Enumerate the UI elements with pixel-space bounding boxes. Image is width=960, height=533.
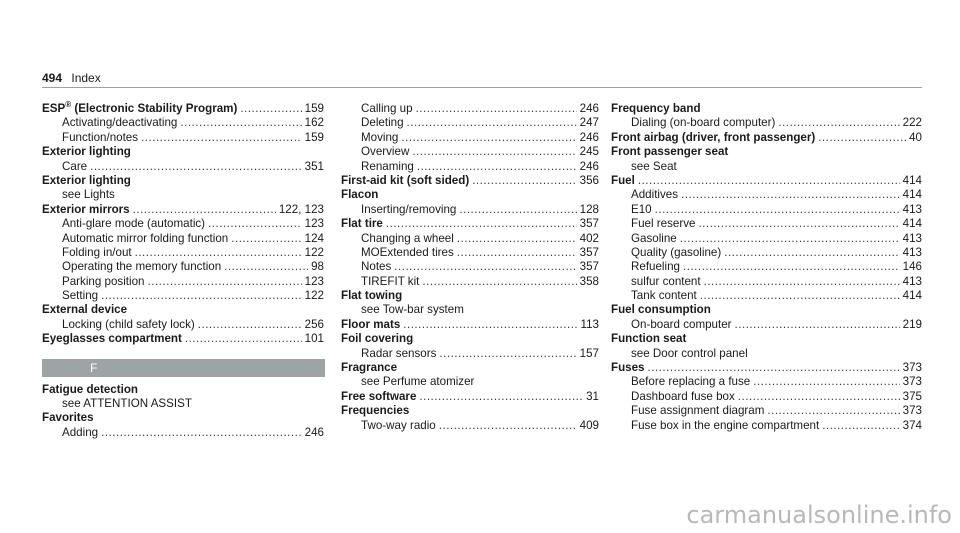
index-entry-line — [42, 102, 324, 116]
index-column-1 — [42, 102, 324, 440]
entry-heading: Fuses — [611, 361, 645, 375]
leader-dots — [135, 246, 302, 260]
subentry-text: Fuse box in the engine compartment — [631, 418, 820, 432]
index-entry — [611, 303, 922, 332]
index-entry — [611, 131, 922, 145]
index-entry-line — [341, 361, 599, 375]
index-entry-line — [611, 303, 922, 317]
index-entry — [341, 318, 599, 332]
page-reference[interactable]: 40 — [909, 130, 922, 144]
index-subentry — [611, 404, 922, 418]
index-entry-line — [42, 303, 324, 317]
subentry-text: Additives — [631, 188, 679, 202]
page-reference[interactable]: 162 — [304, 116, 324, 130]
subentry-text: Tank content — [631, 289, 697, 303]
leader-dots — [698, 217, 899, 231]
index-entry — [42, 303, 324, 332]
subentry-text: Activating/deactivating — [62, 116, 178, 130]
entry-heading: Foil covering — [341, 332, 414, 346]
index-subentry — [611, 160, 922, 174]
entry-heading: Floor mats — [341, 317, 401, 331]
index-subentry — [341, 347, 599, 361]
subentry-text: Moving — [361, 130, 399, 144]
subentry-text: Care — [62, 159, 88, 173]
leader-dots — [417, 160, 577, 174]
page-reference[interactable]: 413 — [902, 231, 922, 245]
index-subentry — [42, 397, 324, 411]
index-entry — [611, 145, 922, 174]
index-subentry — [42, 188, 324, 202]
index-subentry — [42, 160, 324, 174]
page-reference[interactable]: 402 — [579, 231, 599, 245]
index-subentry — [42, 318, 324, 332]
page-reference[interactable]: 122 — [304, 245, 324, 259]
leader-dots — [185, 332, 302, 346]
leader-dots — [457, 246, 577, 260]
leader-dots — [655, 203, 900, 217]
index-subentry — [611, 390, 922, 404]
index-subentry — [341, 303, 599, 317]
subentry-text: Operating the memory function — [62, 260, 222, 274]
letter-section-bar: F — [42, 359, 325, 377]
leader-dots — [778, 116, 899, 130]
page-reference[interactable]: 357 — [579, 245, 599, 259]
index-subentry — [42, 116, 324, 130]
index-subentry — [341, 131, 599, 145]
entry-heading: Frequency band — [611, 102, 701, 115]
page-reference[interactable]: 414 — [902, 173, 922, 187]
subentry-text: Refueling — [631, 260, 680, 274]
index-entry — [341, 332, 599, 361]
subentry-text: Parking position — [62, 274, 145, 288]
page-reference[interactable]: 414 — [902, 217, 922, 231]
subentry-text: Anti-glare mode (automatic) — [62, 217, 206, 231]
page-reference[interactable]: 122 — [304, 289, 324, 303]
entry-heading: Function seat — [611, 332, 687, 346]
header-rule — [42, 87, 922, 88]
index-subentry — [42, 246, 324, 260]
page-reference[interactable]: 157 — [579, 346, 599, 360]
index-entry — [42, 332, 324, 346]
leader-dots — [180, 116, 301, 130]
page-reference[interactable]: 413 — [902, 202, 922, 216]
index-subentry — [611, 275, 922, 289]
subentry-text: Dialing (on-board computer) — [631, 116, 776, 130]
page-reference[interactable]: 128 — [579, 202, 599, 216]
index-subentry — [341, 232, 599, 246]
page-reference[interactable]: 414 — [902, 188, 922, 202]
index-entry — [42, 102, 324, 145]
index-entry — [42, 383, 324, 412]
leader-dots — [208, 217, 302, 231]
subentry-text: Inserting/removing — [361, 202, 457, 216]
index-entry-line — [341, 318, 599, 332]
index-column-3 — [611, 102, 922, 433]
subentry-text: Deleting — [361, 116, 404, 130]
index-entry — [42, 411, 324, 440]
leader-dots — [700, 289, 900, 303]
index-subentry — [611, 203, 922, 217]
leader-dots — [822, 419, 899, 433]
index-entry — [341, 102, 599, 174]
subentry-text: Adding — [62, 425, 99, 439]
entry-heading: Frequencies — [341, 404, 410, 418]
index-subentry — [42, 217, 324, 231]
index-entry-line — [611, 131, 922, 145]
index-entry — [341, 361, 599, 390]
registered-mark: ® — [65, 100, 72, 110]
leader-dots — [394, 260, 576, 274]
index-subentry — [341, 160, 599, 174]
index-entry-line — [341, 390, 599, 404]
subentry-text: Quality (gasoline) — [631, 245, 722, 259]
leader-dots — [818, 131, 906, 145]
leader-dots — [133, 203, 276, 217]
leader-dots — [472, 174, 576, 188]
entry-heading: Fatigue detection — [42, 382, 138, 396]
page-reference[interactable]: 146 — [902, 260, 922, 274]
index-entry-line — [42, 332, 324, 346]
watermark: carmanualsonline.info — [686, 501, 952, 529]
page-reference[interactable]: 357 — [579, 260, 599, 274]
index-entry — [611, 332, 922, 361]
entry-heading: Fuel — [611, 173, 635, 187]
index-entry-line — [42, 411, 324, 425]
index-entry — [341, 289, 599, 318]
index-subentry — [611, 188, 922, 202]
page-reference[interactable]: 413 — [902, 274, 922, 288]
index-entry — [611, 174, 922, 304]
page-reference[interactable]: 373 — [902, 404, 922, 418]
index-entry — [42, 203, 324, 304]
page-reference[interactable]: 246 — [579, 102, 599, 115]
subentry-text: sulfur content — [631, 274, 701, 288]
subentry-text: see Door control panel — [631, 346, 748, 360]
index-subentry — [611, 232, 922, 246]
leader-dots — [439, 419, 577, 433]
index-entry — [611, 102, 922, 131]
subentry-text: Two-way radio — [361, 418, 436, 432]
leader-dots — [648, 361, 900, 375]
subentry-text: Overview — [361, 145, 410, 159]
leader-dots — [724, 246, 899, 260]
entry-heading: Favorites — [42, 411, 94, 425]
page-reference[interactable]: 122, 123 — [278, 202, 324, 216]
leader-dots — [412, 145, 576, 159]
leader-dots — [735, 318, 900, 332]
index-entry — [341, 390, 599, 404]
page-reference[interactable]: 351 — [304, 159, 324, 173]
subentry-text: Radar sensors — [361, 346, 437, 360]
entry-heading: Flat tire — [341, 217, 383, 231]
index-subentry — [42, 275, 324, 289]
subentry-text: E10 — [631, 202, 652, 216]
index-subentry — [611, 246, 922, 260]
subentry-text: Folding in/out — [62, 245, 132, 259]
subentry-text: MOExtended tires — [361, 245, 454, 259]
leader-dots — [422, 275, 576, 289]
subentry-text: see Lights — [62, 188, 115, 202]
entry-heading: Exterior mirrors — [42, 202, 130, 216]
index-entry — [341, 188, 599, 217]
index-subentry — [42, 260, 324, 274]
leader-dots — [681, 188, 900, 202]
entry-heading: First-aid kit (soft sided) — [341, 173, 470, 187]
index-entry-line — [42, 145, 324, 159]
index-entry-line — [42, 174, 324, 188]
leader-dots — [753, 375, 899, 389]
index-subentry — [611, 318, 922, 332]
subentry-text: Changing a wheel — [361, 231, 454, 245]
page-reference[interactable]: 98 — [311, 260, 324, 274]
subentry-text: Calling up — [361, 102, 413, 115]
index-entry-line — [611, 174, 922, 188]
page-reference[interactable]: 219 — [902, 317, 922, 331]
subentry-text: Fuse assignment diagram — [631, 404, 765, 418]
entry-heading: Fuel consumption — [611, 303, 711, 317]
entry-heading: Exterior lighting — [42, 145, 131, 159]
entry-heading: Front airbag (driver, front passenger) — [611, 130, 816, 144]
leader-dots — [767, 404, 899, 418]
entry-heading: Free software — [341, 389, 417, 403]
subentry-text: see Perfume atomizer — [361, 375, 475, 389]
index-entry-line — [42, 203, 324, 217]
index-subentry — [341, 145, 599, 159]
index-entry-line — [341, 404, 599, 418]
index-subentry — [611, 217, 922, 231]
leader-dots — [224, 260, 308, 274]
subentry-text: Locking (child safety lock) — [62, 317, 195, 331]
index-entry-line — [341, 289, 599, 303]
leader-dots — [90, 160, 302, 174]
leader-dots — [459, 203, 576, 217]
index-entry-line — [341, 332, 599, 346]
subentry-text: see Tow-bar system — [361, 303, 464, 317]
index-subentry — [611, 260, 922, 274]
page-reference[interactable]: 245 — [579, 145, 599, 159]
page-reference[interactable]: 373 — [902, 361, 922, 375]
index-subentry — [341, 375, 599, 389]
entry-heading: ESP® (Electronic Stability Program) — [42, 100, 238, 115]
entry-heading: Eyeglasses compartment — [42, 332, 182, 346]
index-subentry — [341, 275, 599, 289]
page-reference[interactable]: 246 — [579, 159, 599, 173]
index-subentry — [611, 289, 922, 303]
index-entry-line — [341, 174, 599, 188]
leader-dots — [386, 217, 577, 231]
index-entry — [42, 145, 324, 174]
leader-dots — [148, 275, 302, 289]
entry-heading: Front passenger seat — [611, 145, 729, 159]
leader-dots — [101, 426, 302, 440]
subentry-text: Dashboard fuse box — [631, 389, 735, 403]
index-column-2 — [341, 102, 599, 433]
subentry-text: Setting — [62, 289, 99, 303]
index-entry-line — [611, 332, 922, 346]
subentry-text: Automatic mirror folding function — [62, 231, 229, 245]
subentry-text: see ATTENTION ASSIST — [62, 397, 192, 411]
page-reference[interactable]: 246 — [579, 130, 599, 144]
index-subentry — [341, 419, 599, 433]
entry-heading: Flacon — [341, 188, 379, 202]
page-reference[interactable]: 159 — [304, 102, 324, 115]
index-entry — [611, 361, 922, 433]
index-subentry — [611, 419, 922, 433]
page-reference[interactable]: 247 — [579, 116, 599, 130]
leader-dots — [638, 174, 900, 188]
page-reference[interactable]: 31 — [586, 389, 599, 403]
index-entry — [341, 174, 599, 188]
index-subentry — [611, 347, 922, 361]
page-reference[interactable]: 413 — [902, 245, 922, 259]
page-reference[interactable]: 159 — [304, 130, 324, 144]
subentry-text: see Seat — [631, 159, 677, 173]
page-reference[interactable]: 123 — [304, 217, 324, 231]
index-subentry — [42, 289, 324, 303]
index-subentry — [341, 116, 599, 130]
page-reference[interactable]: 124 — [304, 231, 324, 245]
index-subentry — [611, 375, 922, 389]
page-reference[interactable]: 374 — [902, 418, 922, 432]
leader-dots — [680, 232, 900, 246]
index-subentry — [341, 203, 599, 217]
page-reference[interactable]: 356 — [579, 173, 599, 187]
leader-dots — [401, 131, 576, 145]
subentry-text: Renaming — [361, 159, 414, 173]
page-reference[interactable]: 256 — [304, 317, 324, 331]
leader-dots — [141, 131, 302, 145]
leader-dots — [240, 102, 301, 116]
index-subentry — [341, 260, 599, 274]
leader-dots — [407, 116, 577, 130]
index-subentry — [341, 246, 599, 260]
index-subentry — [611, 116, 922, 130]
leader-dots — [101, 289, 302, 303]
subentry-text: Notes — [361, 260, 392, 274]
page-reference[interactable]: 414 — [902, 289, 922, 303]
leader-dots — [231, 232, 301, 246]
entry-heading: Fragrance — [341, 361, 398, 375]
leader-dots — [419, 390, 583, 404]
index-subentry — [42, 426, 324, 440]
index-entry-line — [341, 217, 599, 231]
page-reference[interactable]: 375 — [902, 389, 922, 403]
index-subentry — [42, 232, 324, 246]
subentry-text: Fuel reserve — [631, 217, 696, 231]
page-reference[interactable]: 246 — [304, 425, 324, 439]
page-reference[interactable]: 358 — [579, 274, 599, 288]
subentry-text: TIREFIT kit — [361, 274, 420, 288]
entry-heading: Exterior lighting — [42, 173, 131, 187]
index-entry-line — [42, 383, 324, 397]
page-number: 494 — [42, 71, 63, 85]
page-reference[interactable]: 113 — [580, 317, 599, 331]
index-subentry — [341, 102, 599, 116]
index-entry-line — [611, 102, 922, 116]
page-reference[interactable]: 409 — [579, 418, 599, 432]
entry-heading: External device — [42, 303, 128, 317]
subentry-text: Before replacing a fuse — [631, 375, 751, 389]
leader-dots — [403, 318, 577, 332]
page-reference[interactable]: 123 — [304, 274, 324, 288]
leader-dots — [738, 390, 900, 404]
index-entry-line — [611, 145, 922, 159]
subentry-text: On-board computer — [631, 317, 732, 331]
section-title: Index — [71, 71, 101, 85]
leader-dots — [457, 232, 577, 246]
index-entry-line — [611, 361, 922, 375]
index-entry — [42, 174, 324, 203]
leader-dots — [416, 102, 577, 116]
index-entry — [341, 404, 599, 433]
leader-dots — [198, 318, 302, 332]
page-header — [42, 71, 101, 85]
page-reference[interactable]: 222 — [902, 116, 922, 130]
entry-heading: Flat towing — [341, 289, 403, 303]
leader-dots — [439, 347, 576, 361]
leader-dots — [683, 260, 900, 274]
leader-dots — [704, 275, 900, 289]
index-subentry — [42, 131, 324, 145]
index-entry-line — [341, 188, 599, 202]
page-reference[interactable]: 101 — [304, 332, 324, 346]
page-reference[interactable]: 357 — [579, 217, 599, 231]
index-entry — [341, 217, 599, 289]
page-reference[interactable]: 373 — [902, 375, 922, 389]
subentry-text: Gasoline — [631, 231, 677, 245]
subentry-text: Function/notes — [62, 130, 139, 144]
